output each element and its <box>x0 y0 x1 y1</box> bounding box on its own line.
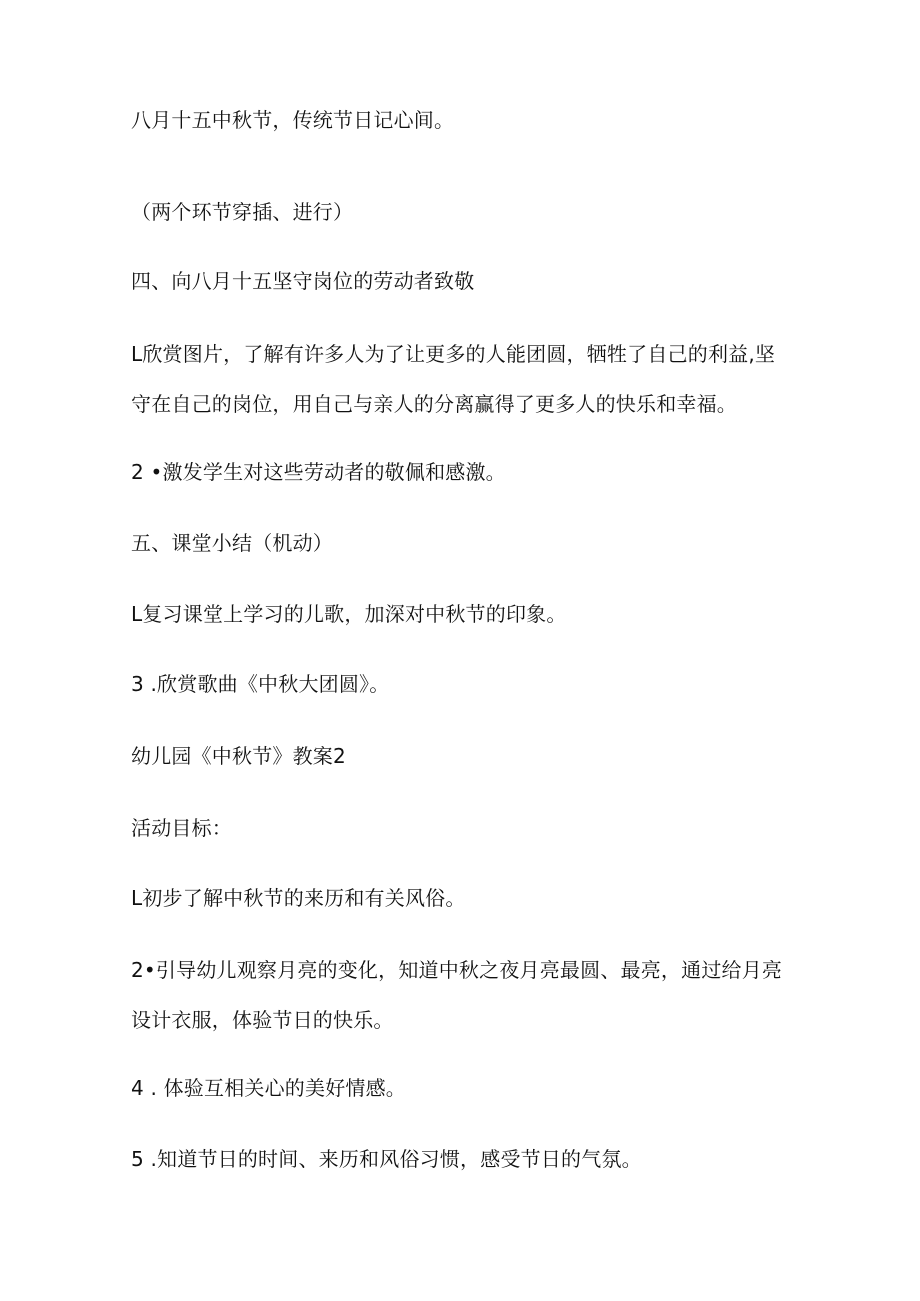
section-heading-4: 四、向八月十五坚守岗位的劳动者致敬 <box>131 269 475 293</box>
text-line-9: 3 .欣赏歌曲《中秋大团圆》。 <box>131 672 390 696</box>
text-line-14: 设计衣服，体验节日的快乐。 <box>131 1008 394 1032</box>
text-line-6: 2 •激发学生对这些劳动者的敬佩和感激。 <box>131 460 506 484</box>
text-line-2: （两个环节穿插、进行） <box>131 200 354 224</box>
text-line-8: L复习课堂上学习的儿歌，加深对中秋节的印象。 <box>131 602 567 626</box>
section-heading-5: 五、课堂小结（机动） <box>131 531 333 555</box>
text-line-4: L欣赏图片，了解有许多人为了让更多的人能团圆，牺牲了自己的利益,坚 <box>131 342 776 366</box>
text-line-15: 4 . 体验互相关心的美好情感。 <box>131 1076 406 1100</box>
text-line-5: 守在自己的岗位，用自己与亲人的分离赢得了更多人的快乐和幸福。 <box>131 392 737 416</box>
text-line-13: 2•引导幼儿观察月亮的变化，知道中秋之夜月亮最圆、最亮，通过给月亮 <box>131 958 783 982</box>
lesson-title: 幼儿园《中秋节》教案2 <box>131 744 346 768</box>
text-line-16: 5 .知道节日的时间、来历和风俗习惯，感受节日的气氛。 <box>131 1147 642 1171</box>
text-line-12: L初步了解中秋节的来历和有关风俗。 <box>131 886 466 910</box>
text-line-1: 八月十五中秋节，传统节日记心间。 <box>131 108 455 132</box>
objectives-heading: 活动目标： <box>131 816 232 840</box>
